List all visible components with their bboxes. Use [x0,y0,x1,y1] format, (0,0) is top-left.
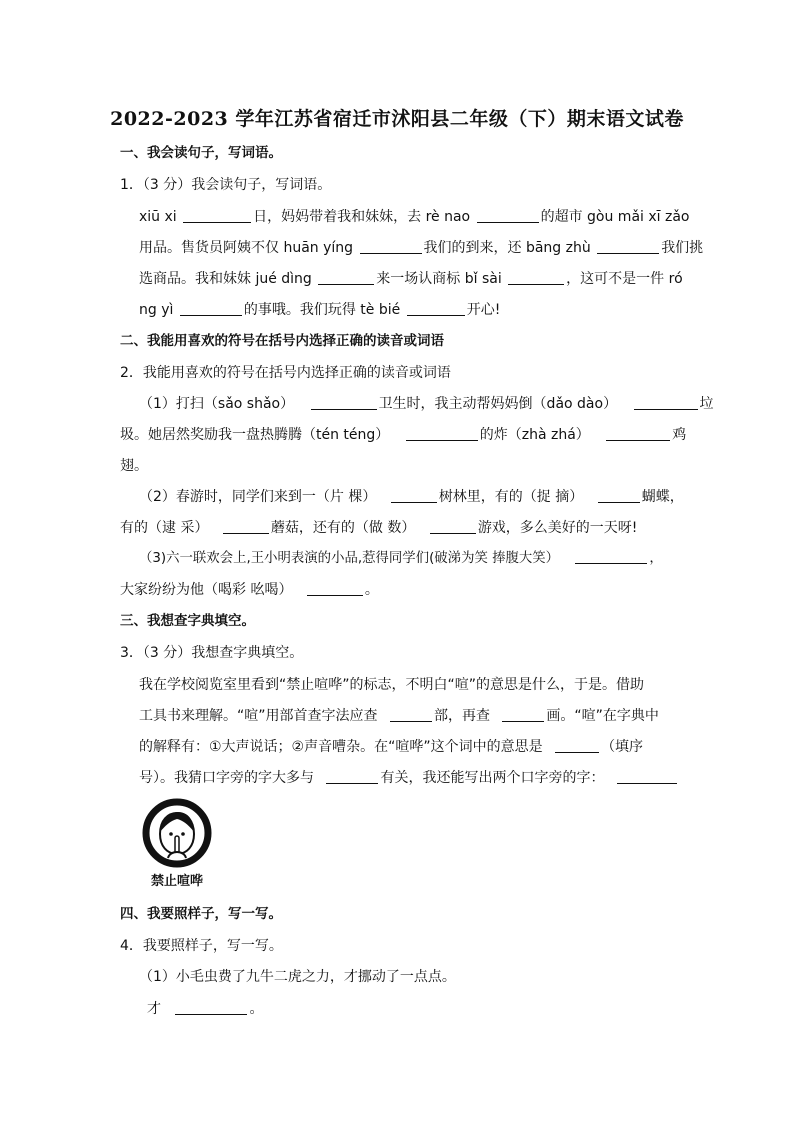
section-heading-3: 三、我想查字典填空。 [120,613,255,629]
answer-blank[interactable] [575,549,647,564]
question-3-line-1: 我在学校阅览室里看到“禁止喧哗”的标志，不明白“喧”的意思是什么，于是。借助 [139,677,645,693]
answer-blank[interactable] [183,208,251,223]
question-2-part-3-line-2: 大家纷纷为他（喝彩 吆喝） 。 [120,582,379,598]
answer-blank[interactable] [508,270,564,285]
question-1-line-2: 用品。售货员阿姨不仅 huān yíng 我们的到来，还 bāng zhù 我们挑 [139,240,704,256]
question-3-line-4: 号）。我猜口字旁的字大多与 有关，我还能写出两个口字旁的字： [139,768,679,788]
question-4-part-1-answer-line: 才 。 [147,1001,264,1017]
answer-blank[interactable] [391,488,437,503]
section-heading-4: 四、我要照样子，写一写。 [120,906,282,922]
answer-blank[interactable] [390,707,432,722]
answer-blank[interactable] [311,395,377,410]
answer-blank[interactable] [617,769,677,784]
section-heading-1: 一、我会读句子，写词语。 [120,145,282,161]
answer-blank[interactable] [598,488,640,503]
answer-blank[interactable] [360,239,422,254]
question-1-line-3: 选商品。我和妹妹 jué dìng 来一场认商标 bǐ sài ，这可不是一件 ró [139,271,683,287]
no-noise-sign [138,798,216,890]
answer-blank[interactable] [430,519,476,534]
section-heading-2: 二、我能用喜欢的符号在括号内选择正确的读音或词语 [120,333,444,349]
answer-blank[interactable] [318,270,374,285]
answer-blank[interactable] [502,707,544,722]
quiet-face-icon [138,798,216,870]
answer-blank[interactable] [597,239,659,254]
question-3-line-3: 的解释有：①大声说话；②声音嘈杂。在“喧哗”这个词中的意思是 （填序 [139,739,644,755]
answer-blank[interactable] [175,1000,247,1015]
question-1-line-1: xiū xi 日，妈妈带着我和妹妹，去 rè nao 的超市 gòu mǎi xī zǎo [139,209,690,225]
question-4-part-1-sentence: （1）小毛虫费了九牛二虎之力，才挪动了一点点。 [139,969,456,985]
answer-blank[interactable] [407,301,465,316]
answer-blank[interactable] [477,208,539,223]
answer-blank[interactable] [634,395,698,410]
question-4-head: 4．我要照样子，写一写。 [120,938,283,954]
question-2-part-1-line-3: 翅。 [120,458,148,474]
answer-blank[interactable] [555,738,599,753]
question-2-part-3-line-1: （3)六一联欢会上,王小明表演的小品,惹得同学们(破涕为笑 捧腹大笑） ， [139,551,663,566]
question-2-part-1-line-1: （1）打扫（sǎo shǎo） 卫生时，我主动帮妈妈倒（dǎo dào） 垃 [139,396,714,412]
answer-blank[interactable] [307,581,363,596]
page-title: 2022-2023 学年江苏省宿迁市沭阳县二年级（下）期末语文试卷 [110,108,684,130]
question-2-part-1-line-2: 圾。她居然奖励我一盘热腾腾（tén téng） 的炸（zhà zhá） 鸡 [120,427,687,443]
answer-blank[interactable] [223,519,269,534]
sign-label: 禁止喧哗 [150,874,203,889]
question-3-head: 3．（3 分）我想查字典填空。 [120,645,304,661]
answer-blank[interactable] [606,426,670,441]
question-1-line-4: ng yì 的事哦。我们玩得 tè bié 开心! [139,302,501,318]
answer-blank[interactable] [326,769,378,784]
answer-blank[interactable] [406,426,478,441]
question-2-part-2-line-1: （2）春游时，同学们来到一（片 棵） 树林里，有的（捉 摘） 蝴蝶， [139,489,684,505]
question-2-part-2-line-2: 有的（逮 采） 蘑菇，还有的（做 数） 游戏，多么美好的一天呀! [120,520,638,536]
question-1-head: 1．（3 分）我会读句子，写词语。 [120,177,332,193]
question-3-line-2: 工具书来理解。“喧”用部首查字法应查 部，再查 画。“喧”在字典中 [139,708,659,724]
question-2-head: 2．我能用喜欢的符号在括号内选择正确的读音或词语 [120,365,451,381]
answer-blank[interactable] [180,301,242,316]
